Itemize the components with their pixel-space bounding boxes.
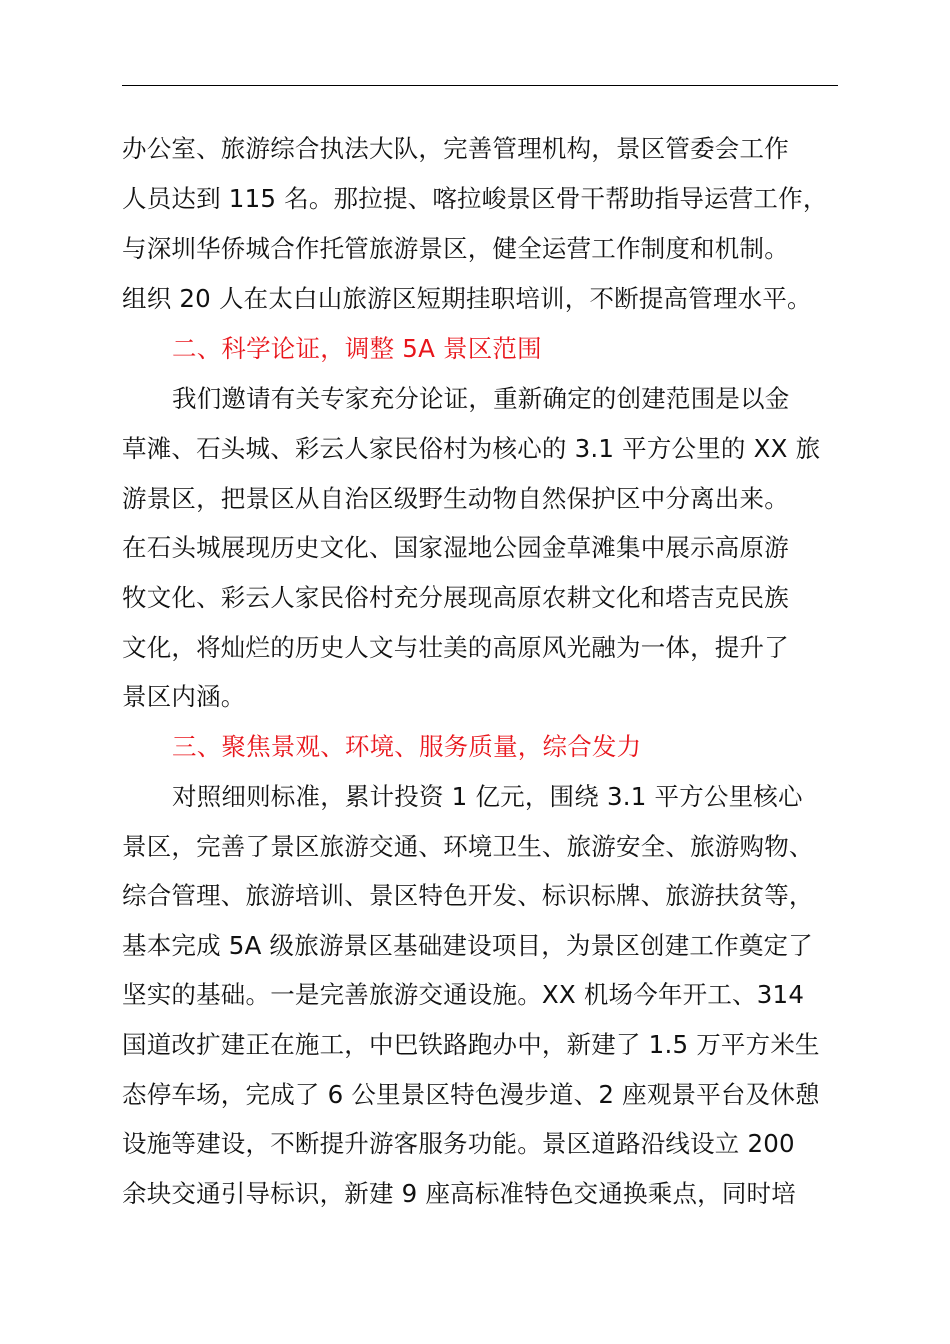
paragraph-line: 设施等建设，不断提升游客服务功能。景区道路沿线设立 200 (122, 1129, 795, 1158)
paragraph-line: 游景区，把景区从自治区级野生动物自然保护区中分离出来。 (122, 484, 789, 513)
paragraph-line: 坚实的基础。一是完善旅游交通设施。XX 机场今年开工、314 (122, 980, 805, 1009)
paragraph-line: 办公室、旅游综合执法大队，完善管理机构，景区管委会工作 (122, 134, 789, 163)
paragraph-line: 景区内涵。 (122, 682, 246, 711)
paragraph-line: 人员达到 115 名。那拉提、喀拉峻景区骨干帮助指导运营工作， (122, 184, 828, 213)
paragraph-line: 基本完成 5A 级旅游景区基础建设项目，为景区创建工作奠定了 (122, 931, 813, 960)
paragraph-line: 草滩、石头城、彩云人家民俗村为核心的 3.1 平方公里的 XX 旅 (122, 434, 821, 463)
section-heading-3: 三、聚焦景观、环境、服务质量，综合发力 (172, 732, 642, 761)
paragraph-line: 对照细则标准，累计投资 1 亿元，围绕 3.1 平方公里核心 (172, 782, 803, 811)
section-heading-2: 二、科学论证，调整 5A 景区范围 (172, 334, 542, 363)
paragraph-line: 态停车场，完成了 6 公里景区特色漫步道、2 座观景平台及休憩 (122, 1080, 820, 1109)
paragraph-line: 组织 20 人在太白山旅游区短期挂职培训，不断提高管理水平。 (122, 284, 812, 313)
header-rule (122, 85, 838, 86)
paragraph-line: 牧文化、彩云人家民俗村充分展现高原农耕文化和塔吉克民族 (122, 583, 789, 612)
paragraph-line: 在石头城展现历史文化、国家湿地公园金草滩集中展示高原游 (122, 533, 789, 562)
paragraph-line: 文化，将灿烂的历史人文与壮美的高原风光融为一体，提升了 (122, 633, 789, 662)
paragraph-line: 国道改扩建正在施工，中巴铁路跑办中，新建了 1.5 万平方米生 (122, 1030, 820, 1059)
paragraph-line: 景区，完善了景区旅游交通、环境卫生、旅游安全、旅游购物、 (122, 832, 814, 861)
paragraph-line: 我们邀请有关专家充分论证，重新确定的创建范围是以金 (172, 384, 790, 413)
paragraph-line: 与深圳华侨城合作托管旅游景区，健全运营工作制度和机制。 (122, 234, 789, 263)
paragraph-line: 余块交通引导标识，新建 9 座高标准特色交通换乘点，同时培 (122, 1179, 796, 1208)
paragraph-line: 综合管理、旅游培训、景区特色开发、标识标牌、旅游扶贫等， (122, 881, 814, 910)
